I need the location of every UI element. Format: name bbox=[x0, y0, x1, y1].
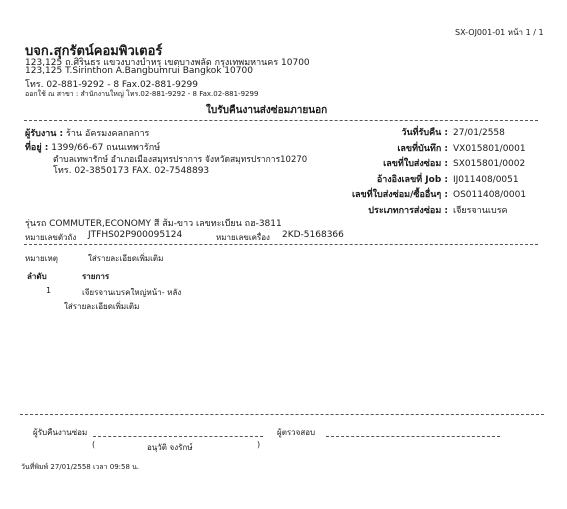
receiver-address-label: ที่อยู่ : bbox=[25, 143, 49, 153]
info-values bbox=[453, 126, 526, 219]
receiver-address-line1: 1399/66-67 ถนนเทพารักษ์ bbox=[51, 143, 161, 153]
document-ref: SX-OJ001-01 หน้า 1 / 1 bbox=[455, 28, 544, 37]
item-number: 1 bbox=[46, 286, 52, 295]
returner-signature-line bbox=[93, 436, 263, 437]
checker-label: ผู้ตรวจสอบ bbox=[277, 428, 316, 437]
company-name: บจก.สุกรัตน์คอมพิวเตอร์ bbox=[25, 44, 163, 59]
printed-timestamp: วันที่พิมพ์ 27/01/2558 เวลา 09:58 น. bbox=[21, 463, 140, 471]
checker-signature-line bbox=[326, 436, 500, 437]
info-value: 27/01/2558 bbox=[453, 128, 505, 138]
vehicle-model: รุ่นรถ COMMUTER,ECONOMY สี ส้ม-ขาว เลขทะเบียน ถฮ-3811 bbox=[25, 219, 282, 229]
items-header-desc: รายการ bbox=[82, 272, 110, 281]
info-label: วันที่รับคืน : bbox=[401, 128, 448, 138]
note-value: ใส่รายละเอียดเพิ่มเติม bbox=[88, 254, 164, 263]
receiver-address-line3: โทร. 02-3850173 FAX. 02-7548893 bbox=[53, 166, 210, 176]
document-title: ใบรับคืนงานส่งซ่อมภายนอก bbox=[206, 105, 328, 116]
divider bbox=[24, 120, 538, 121]
info-label: อ้างอิงเลขที่ Job : bbox=[376, 174, 448, 185]
info-value: SX015801/0002 bbox=[453, 159, 526, 169]
info-label: เลขที่ใบส่งซ่อม/ซื้ออื่นๆ : bbox=[351, 190, 448, 200]
returner-name: อนุวัติ จงรักษ์ bbox=[147, 443, 193, 452]
receiver-value: ร้าน อัครมงคลกลการ bbox=[66, 129, 150, 139]
paren-open: ( bbox=[92, 440, 96, 449]
chassis-number: JTFHS02P900095124 bbox=[88, 230, 183, 240]
company-address-en: 123,125 T.Sirinthon A.Bangbumrui Bangkok 10700 bbox=[25, 66, 253, 76]
chassis-label: หมายเลขตัวถัง bbox=[25, 233, 77, 242]
info-value: IJ011408/0051 bbox=[453, 174, 519, 185]
info-value: VX015801/0001 bbox=[453, 143, 526, 154]
paren-close: ) bbox=[257, 440, 261, 449]
receiver-address-line2: ตำบลเทพารักษ์ อำเภอเมืองสมุทรปราการ จังหวัดสมุทรปราการ10270 bbox=[53, 155, 308, 165]
receiver-label: ผู้รับงาน : bbox=[25, 129, 64, 139]
company-branch: ออกใช้ ณ สาขา : สำนักงานใหญ่ โทร.02-881-9292 - 8 Fax.02-881-9299 bbox=[25, 90, 259, 98]
info-value: OS011408/0001 bbox=[453, 190, 527, 200]
item-detail: ใส่รายละเอียดเพิ่มเติม bbox=[64, 302, 140, 311]
returner-label: ผู้รับคืนงานซ่อม bbox=[33, 428, 88, 437]
engine-number: 2KD-5168366 bbox=[282, 230, 344, 240]
company-tel: โทร. 02-881-9292 - 8 Fax.02-881-9299 bbox=[25, 80, 198, 90]
info-value: เจียรจานเบรค bbox=[453, 205, 508, 216]
item-description: เจียรจานเบรคใหญ่หน้า- หลัง bbox=[82, 288, 182, 297]
receiver-row bbox=[25, 126, 149, 140]
items-header-no: ลำดับ bbox=[27, 272, 47, 281]
company-address-th: 123,125 ถ.ศิรินธร แขวงบางบำหรุ เขตบางพลัด กรุงเทพมหานคร 10700 bbox=[25, 58, 310, 68]
info-label: ประเภทการส่งซ่อม : bbox=[368, 205, 448, 216]
divider bbox=[24, 244, 538, 245]
info-label: เลขที่ใบส่งซ่อม : bbox=[383, 159, 448, 169]
divider bbox=[20, 414, 544, 415]
note-label: หมายเหตุ bbox=[25, 254, 58, 263]
info-label: เลขที่บันทึก : bbox=[397, 143, 448, 154]
info-labels bbox=[300, 126, 448, 219]
engine-label: หมายเลขเครื่อง bbox=[216, 233, 270, 242]
